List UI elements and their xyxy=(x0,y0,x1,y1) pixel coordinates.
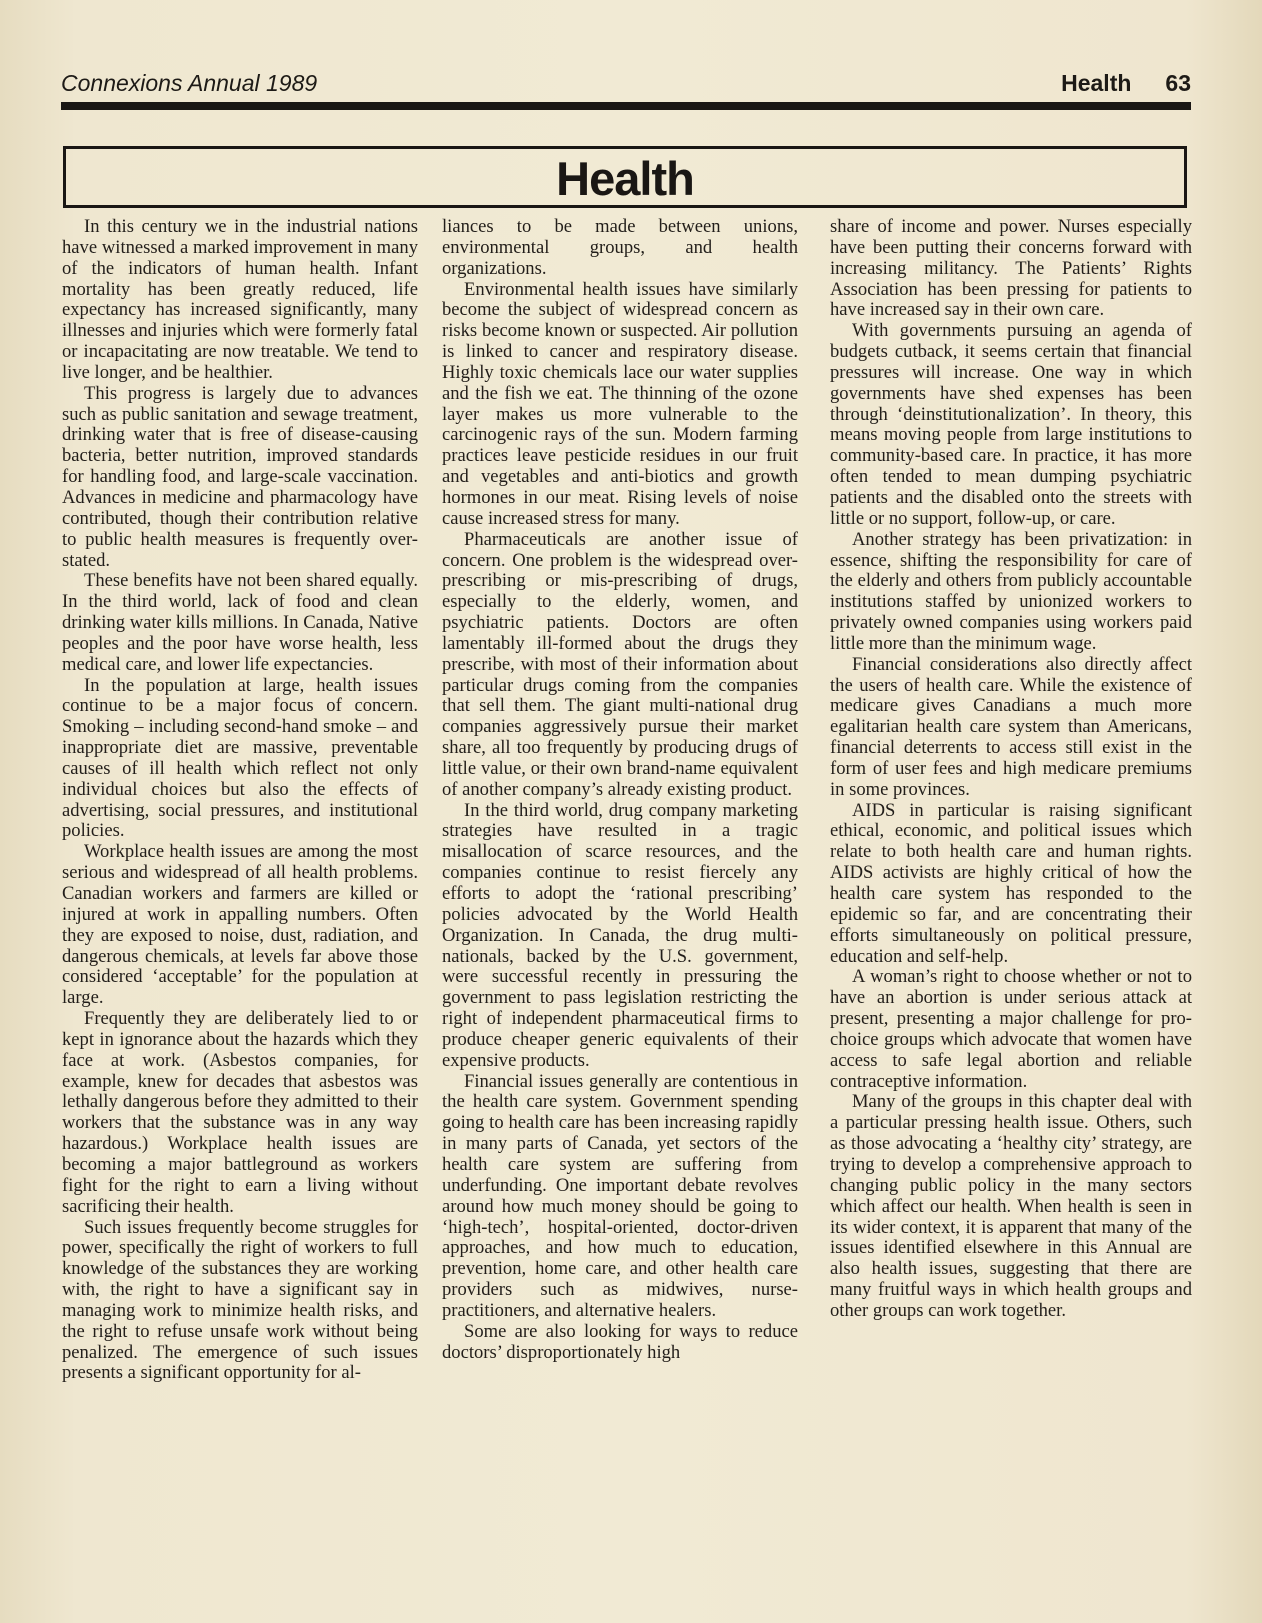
header-section-and-page xyxy=(1061,70,1191,97)
title-box xyxy=(63,146,1187,208)
paragraph: This progress is largely due to advances such as public sanitation and sewage treatment, drinking water that is free of disease-causing bacteria, better nutrition, improved standards for handling food, and large-scale vaccination. Advances in medicine and pharmacology have contributed, though their contribution relative to public health measures is frequently over-stated. xyxy=(62,382,418,571)
text-column-3 xyxy=(830,217,1192,1322)
paragraph: Pharmaceuticals are another issue of concern. One problem is the widespread over-prescribing or mis-prescribing of drugs, especially to the elderly, women, and psychiatric patients. Doctors are often lamentably ill-formed about the drugs they prescribe, with most of their information about particular drugs coming from the companies that sell them. The giant multi-national drug companies aggressively pursue their market share, all too frequently by producing drugs of little value, or their own brand-name equivalent of another company’s already existing product. xyxy=(442,528,798,800)
publication-title: Connexions Annual 1989 xyxy=(61,70,318,96)
header-section-name: Health xyxy=(1061,70,1132,96)
paragraph: Many of the groups in this chapter deal with a particular pressing health issue. Others, such as those advocating a ‘healthy city’ strategy, are trying to develop a comprehensive approach to changing public policy in the many sectors which affect our health. When health is seen in its wider context, it is apparent that many of the issues identified elsewhere in this Annual are also health issues, suggesting that there are many fruitful ways in which health groups and other groups can work together. xyxy=(830,1091,1192,1321)
paragraph: With governments pursuing an agenda of budgets cutback, it seems certain that financial pressures will increase. One way in which governments have shed expenses has been through ‘deinstitutionalization’. In theory, this means moving people from large institutions to community-based care. In practice, it has more often tended to mean dumping psychiatric patients and the disabled onto the streets with little or no support, follow-up, or care. xyxy=(830,320,1192,529)
paragraph: Financial considerations also directly affect the users of health care. While the existence of medicare gives Canadians a much more egalitarian health care system than Americans, financial deterrents to access still exist in the form of user fees and high medicare premiums in some provinces. xyxy=(830,653,1192,800)
paragraph: Financial issues generally are contentious in the health care system. Government spending going to health care has been increasing rapidly in many parts of Canada, yet sectors of the health care system are suffering from underfunding. One important debate revolves around how much money should be going to ‘high-tech’, hospital-oriented, doctor-driven approaches, and how much to education, prevention, home care, and other health care providers such as midwives, nurse-practitioners, and alternative healers. xyxy=(442,1070,798,1321)
paragraph: Frequently they are deliberately lied to or kept in ignorance about the hazards which they face at work. (Asbestos companies, for example, knew for decades that asbestos was lethally dangerous before they admitted to their workers that the substance was in any way hazardous.) Workplace health issues are becoming a major battleground as workers fight for the right to earn a living without sacrificing their health. xyxy=(62,1008,418,1217)
paragraph: In this century we in the industrial nations have witnessed a marked improvement in many of the indicators of human health. Infant mortality has been greatly reduced, life expectancy has increased significantly, many illnesses and injuries which were formerly fatal or incapacitating are now treatable. We tend to live longer, and be healthier. xyxy=(62,216,418,383)
paragraph: In the population at large, health issues continue to be a major focus of concern. Smoking – including second-hand smoke – and inappropriate diet are massive, preventable causes of ill health which reflect not only individual choices but also the effects of advertising, social pressures, and institutional policies. xyxy=(62,674,418,842)
paragraph: Such issues frequently become struggles for power, specifically the right of workers to full knowledge of the substances they are working with, the right to have a significant say in managing work to minimize health risks, and the right to refuse unsafe work without being penalized. The emergence of such issues presents a significant opportunity for al- xyxy=(62,1216,418,1384)
paragraph: A woman’s right to choose whether or not to have an abortion is under serious attack at present, presenting a major challenge for pro-choice groups which advocate that women have access to safe legal abortion and reliable contraceptive information. xyxy=(830,966,1192,1092)
paragraph: In the third world, drug company marketing strategies have resulted in a tragic misallocation of scarce resources, and the companies continue to resist fiercely any efforts to adopt the ‘rational prescribing’ policies advocated by the World Health Organization. In Canada, the drug multi-nationals, backed by the U.S. government, were successful recently in pressuring the government to pass legislation restricting the right of independent pharmaceutical firms to produce cheaper generic equivalents of their expensive products. xyxy=(442,799,798,1071)
paragraph: Environmental health issues have similarly become the subject of widespread concern as risks become known or suspected. Air pollution is linked to cancer and respiratory disease. Highly toxic chemicals lace our water supplies and the fish we eat. The thinning of the ozone layer makes us more vulnerable to the carcinogenic rays of the sun. Modern farming practices leave pesticide residues in our fruit and vegetables and anti-biotics and growth hormones in our meat. Rising levels of noise cause increased stress for many. xyxy=(442,278,798,529)
paragraph: AIDS in particular is raising significant ethical, economic, and political issues which relate to both health care and human rights. AIDS activists are highly critical of how the health care system has responded to the epidemic so far, and are concentrating their efforts simultaneously on political pressure, education and self-help. xyxy=(830,799,1192,967)
header-rule xyxy=(61,102,1191,110)
text-column-2 xyxy=(442,217,798,1363)
text-column-1 xyxy=(62,217,418,1384)
paragraph-continued: share of income and power. Nurses especially have been putting their concerns forward with increasing militancy. The Patients’ Rights Association has been pressing for patients to have increased say in their own care. xyxy=(830,216,1192,321)
page-number: 63 xyxy=(1165,70,1191,96)
running-header xyxy=(61,66,1191,100)
paragraph-continued: liances to be made between unions, environmental groups, and health organizations. xyxy=(442,216,798,279)
paragraph: Workplace health issues are among the most serious and widespread of all health problems. Canadian workers and farmers are killed or injured at work in appalling numbers. Often they are exposed to noise, dust, radiation, and dangerous chemicals, at levels far above those considered ‘acceptable’ for the population at large. xyxy=(62,841,418,1009)
page-title: Health xyxy=(556,152,694,205)
paragraph: These benefits have not been shared equally. In the third world, lack of food and clean drinking water kills millions. In Canada, Native peoples and the poor have worse health, less medical care, and lower life expectancies. xyxy=(62,570,418,675)
paragraph: Another strategy has been privatization: in essence, shifting the responsibility for care of the elderly and others from publicly accountable institutions staffed by unionized workers to privately owned companies using workers paid little more than the minimum wage. xyxy=(830,528,1192,654)
paragraph: Some are also looking for ways to reduce doctors’ disproportionately high xyxy=(442,1320,798,1363)
